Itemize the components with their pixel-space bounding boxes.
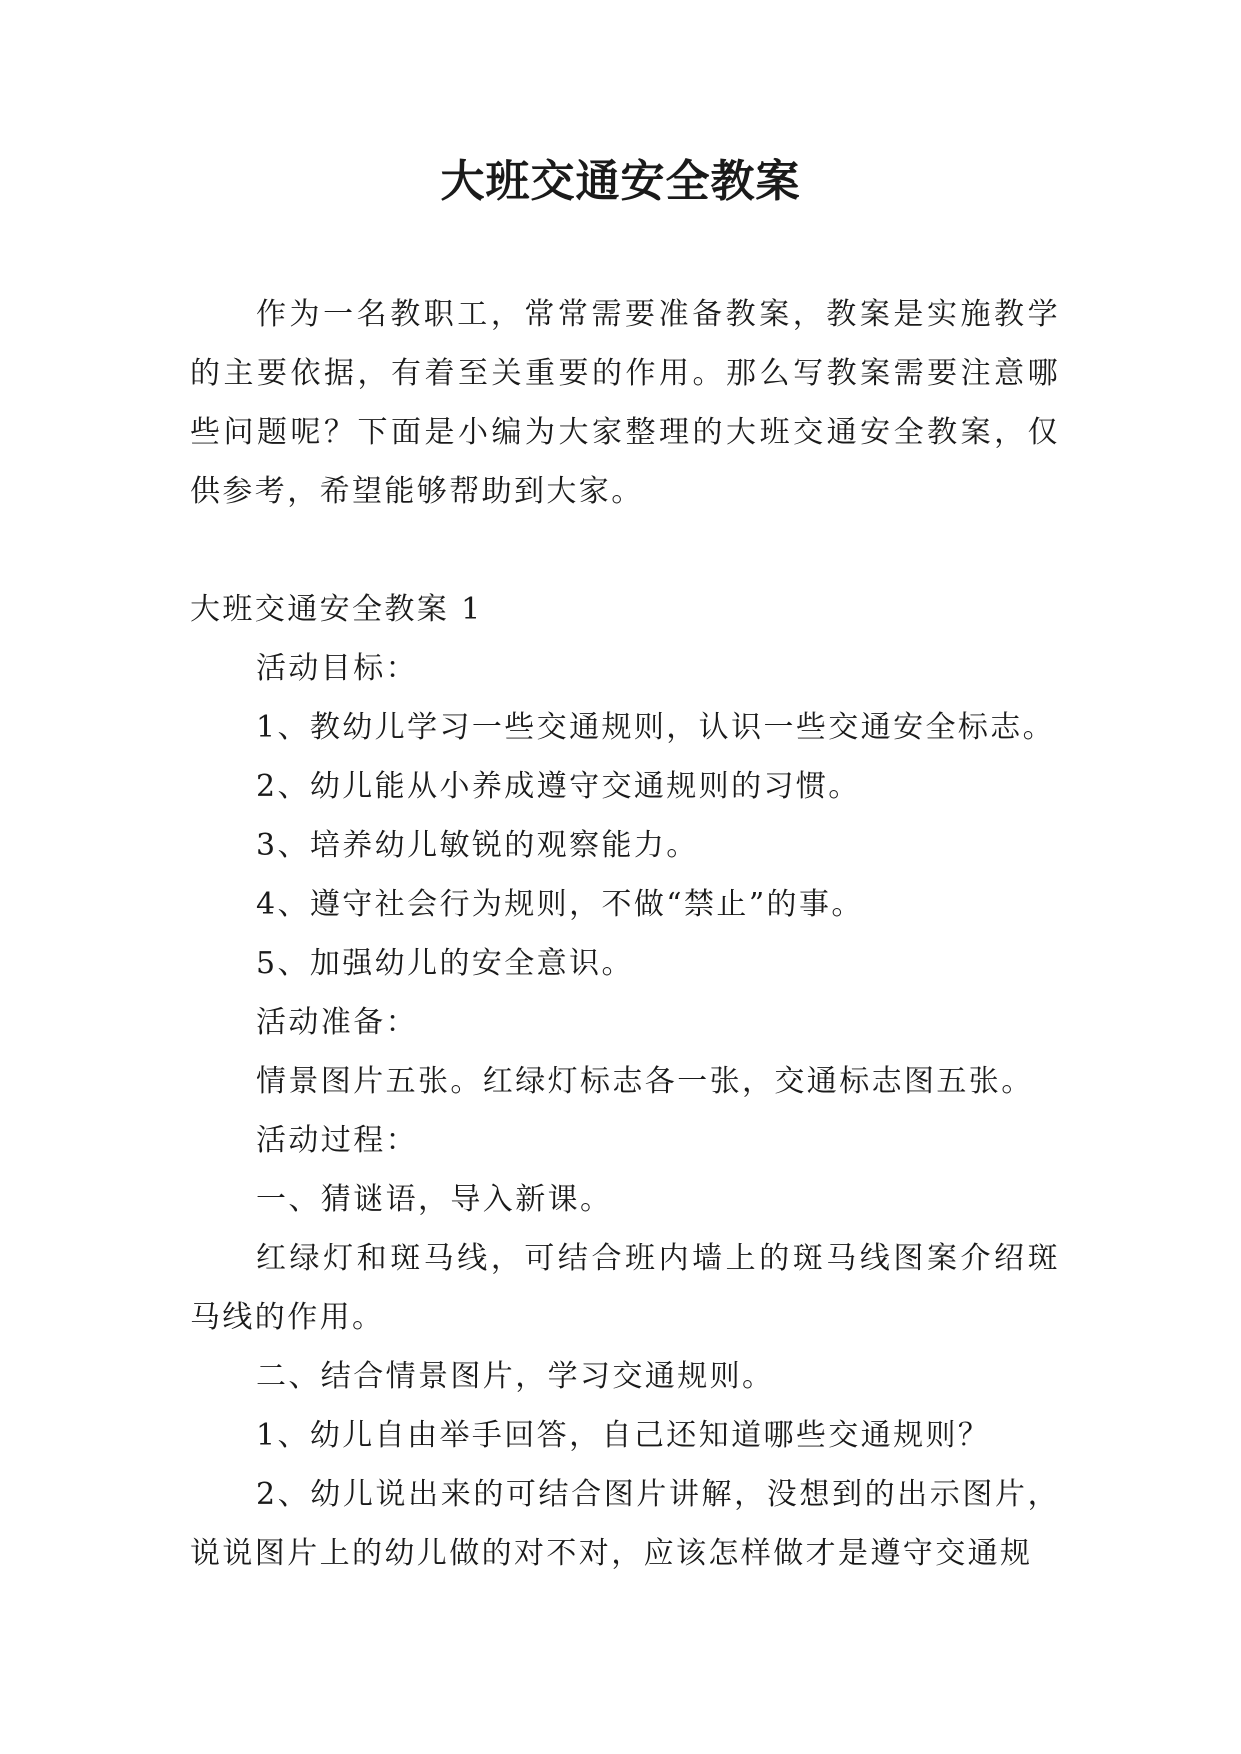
paragraph-preparation-label: 活动准备：: [256, 1005, 418, 1040]
paragraph-step-2-item-1: 1、幼儿自由举手回答，自己还知道哪些交通规则？: [256, 1418, 991, 1453]
intro-paragraph: 作为一名教职工，常常需要准备教案，教案是实施教学的主要依据，有着至关重要的作用。那么写教案需要注意哪些问题呢？下面是小编为大家整理的大班交通安全教案，仅供参考，希望能够帮助到大家。: [190, 297, 1060, 509]
paragraph-step-1-content: 红绿灯和斑马线，可结合班内墙上的斑马线图案介绍斑马线的作用。: [190, 1241, 1060, 1335]
paragraph-process-label: 活动过程：: [256, 1123, 418, 1158]
paragraph-step-1: 一、猜谜语，导入新课。: [256, 1182, 613, 1217]
document-body: [190, 580, 1060, 1583]
section-heading: 大班交通安全教案 1: [190, 592, 483, 627]
paragraph-step-2-item-2: 2、幼儿说出来的可结合图片讲解，没想到的出示图片，说说图片上的幼儿做的对不对，应该怎样做才是遵守交通规: [190, 1477, 1060, 1571]
document-title: 大班交通安全教案: [440, 156, 801, 207]
paragraph-goal-4: 4、遵守社会行为规则，不做“禁止”的事。: [256, 887, 864, 922]
paragraph-goal-5: 5、加强幼儿的安全意识。: [256, 946, 634, 981]
paragraph-goal-3: 3、培养幼儿敏锐的观察能力。: [256, 828, 699, 863]
paragraph-preparation-content: 情景图片五张。红绿灯标志各一张，交通标志图五张。: [256, 1064, 1034, 1099]
paragraph-step-2: 二、结合情景图片，学习交通规则。: [256, 1359, 775, 1394]
paragraph-goal-2: 2、幼儿能从小养成遵守交通规则的习惯。: [256, 769, 861, 804]
paragraph-goal-1: 1、教幼儿学习一些交通规则，认识一些交通安全标志。: [256, 710, 1056, 745]
paragraph-activity-goals-label: 活动目标：: [256, 651, 418, 686]
